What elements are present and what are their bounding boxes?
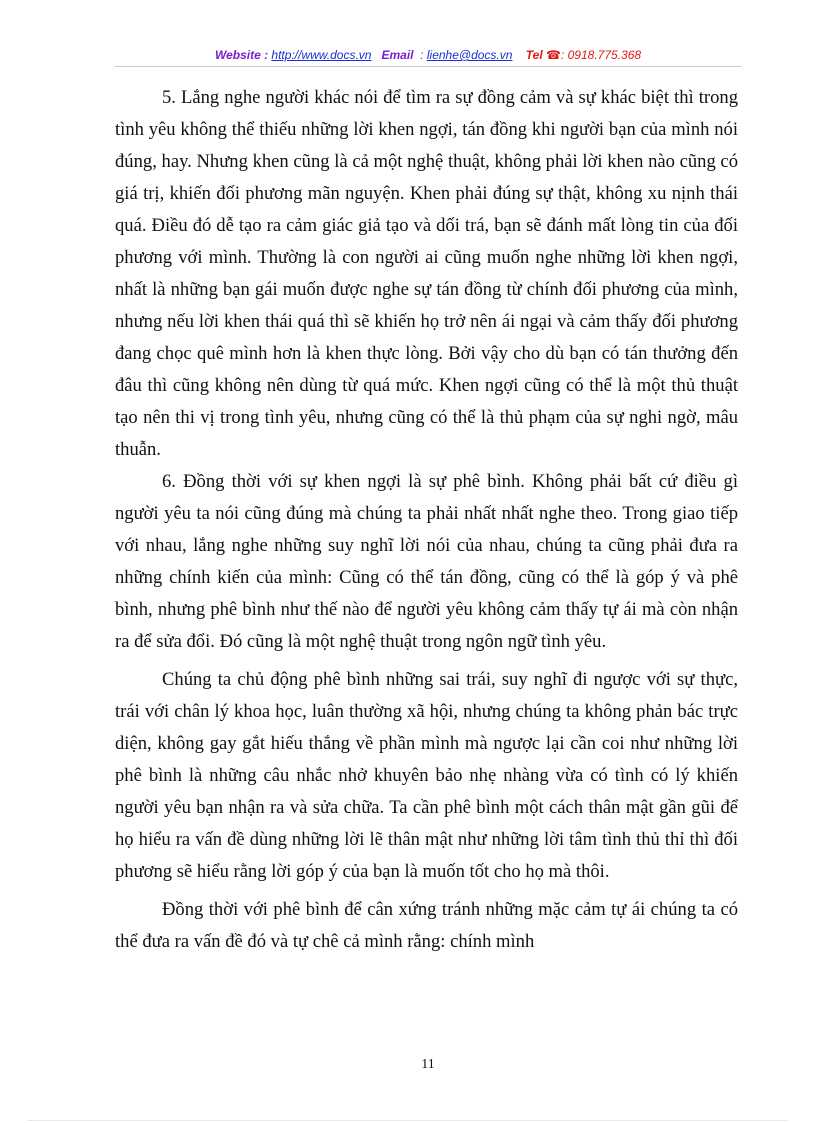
paragraph-self-criticism: Đồng thời với phê bình để cân xứng tránh những mặc cảm tự ái chúng ta có thể đưa ra vấn đề đó và tự chê cả mình rằng: chính mình — [115, 899, 738, 952]
email-separator: : — [420, 48, 424, 62]
header-divider — [115, 66, 741, 67]
tel-label: Tel ☎ — [525, 48, 561, 62]
paragraph-criticism: Chúng ta chủ động phê bình những sai trái, suy nghĩ đi ngược với sự thực, trái với chân lý khoa học, luân thường xã hội, nhưng chúng ta không phản bác trực diện, không gay gắt hiếu thắng về phần mình mà ngược lại cần coi như những lời phê bình là những câu nhắc nhở khuyên bảo nhẹ nhàng vừa có tình có lý khiến người yêu bạn nhận ra và sửa chữa. Ta cần phê bình một cách thân mật gần gũi để họ hiểu ra vấn đề dùng những lời lẽ thân mật như những lời tâm tình thủ thỉ thì đối phương sẽ hiểu rằng lời góp ý của bạn là muốn tốt cho họ mà thôi. — [115, 669, 738, 882]
email-label: Email — [381, 48, 414, 62]
website-link[interactable]: http://www.docs.vn — [271, 48, 372, 62]
website-label: Website : — [214, 48, 269, 62]
email-link[interactable]: lienhe@docs.vn — [426, 48, 513, 62]
paragraph-6: 6. Đồng thời với sự khen ngợi là sự phê bình. Không phải bất cứ điều gì người yêu ta nói cũng đúng mà chúng ta phải nhất nhất nghe theo. Trong giao tiếp với nhau, lắng nghe những suy nghĩ lời nói của nhau, chúng ta cũng phải đưa ra những chính kiến của mình: Cũng có thể tán đồng, cũng có thể là góp ý và phê bình, nhưng phê bình như thế nào để người yêu không cảm thấy tự ái mà còn nhận ra để sửa đổi. Đó cũng là một nghệ thuật trong ngôn ngữ tình yêu. — [115, 471, 738, 652]
page-number: 11 — [421, 1057, 435, 1072]
tel-value: : 0918.775.368 — [560, 48, 642, 62]
page-header — [115, 47, 741, 67]
paragraph-5: 5. Lắng nghe người khác nói để tìm ra sự đồng cảm và sự khác biệt thì trong tình yêu không thể thiếu những lời khen ngợi, tán đồng khi người bạn của mình nói đúng, hay. Nhưng khen cũng là cả một nghệ thuật, không phải lời khen nào cũng có giá trị, khiến đối phương mãn nguyện. Khen phải đúng sự thật, không xu nịnh thái quá. Điều đó dễ tạo ra cảm giác giả tạo và dối trá, bạn sẽ đánh mất lòng tin của đối phương với mình. Thường là con người ai cũng muốn nghe những lời khen ngợi, nhất là những bạn gái muốn được nghe sự tán đồng từ chính đối phương của mình, nhưng nếu lời khen thái quá thì sẽ khiến họ trở nên ái ngại và cảm thấy đối phương đang chọc quê mình hơn là khen thực lòng. Bởi vậy cho dù bạn có tán thưởng đến đâu thì cũng không nên dùng từ quá mức. Khen ngợi cũng có thể là một thủ thuật tạo nên thi vị trong tình yêu, nhưng cũng có thể là thủ phạm của sự nghi ngờ, mâu thuẫn. — [115, 87, 738, 460]
page-bottom-border — [28, 1120, 788, 1121]
document-body — [115, 82, 738, 958]
